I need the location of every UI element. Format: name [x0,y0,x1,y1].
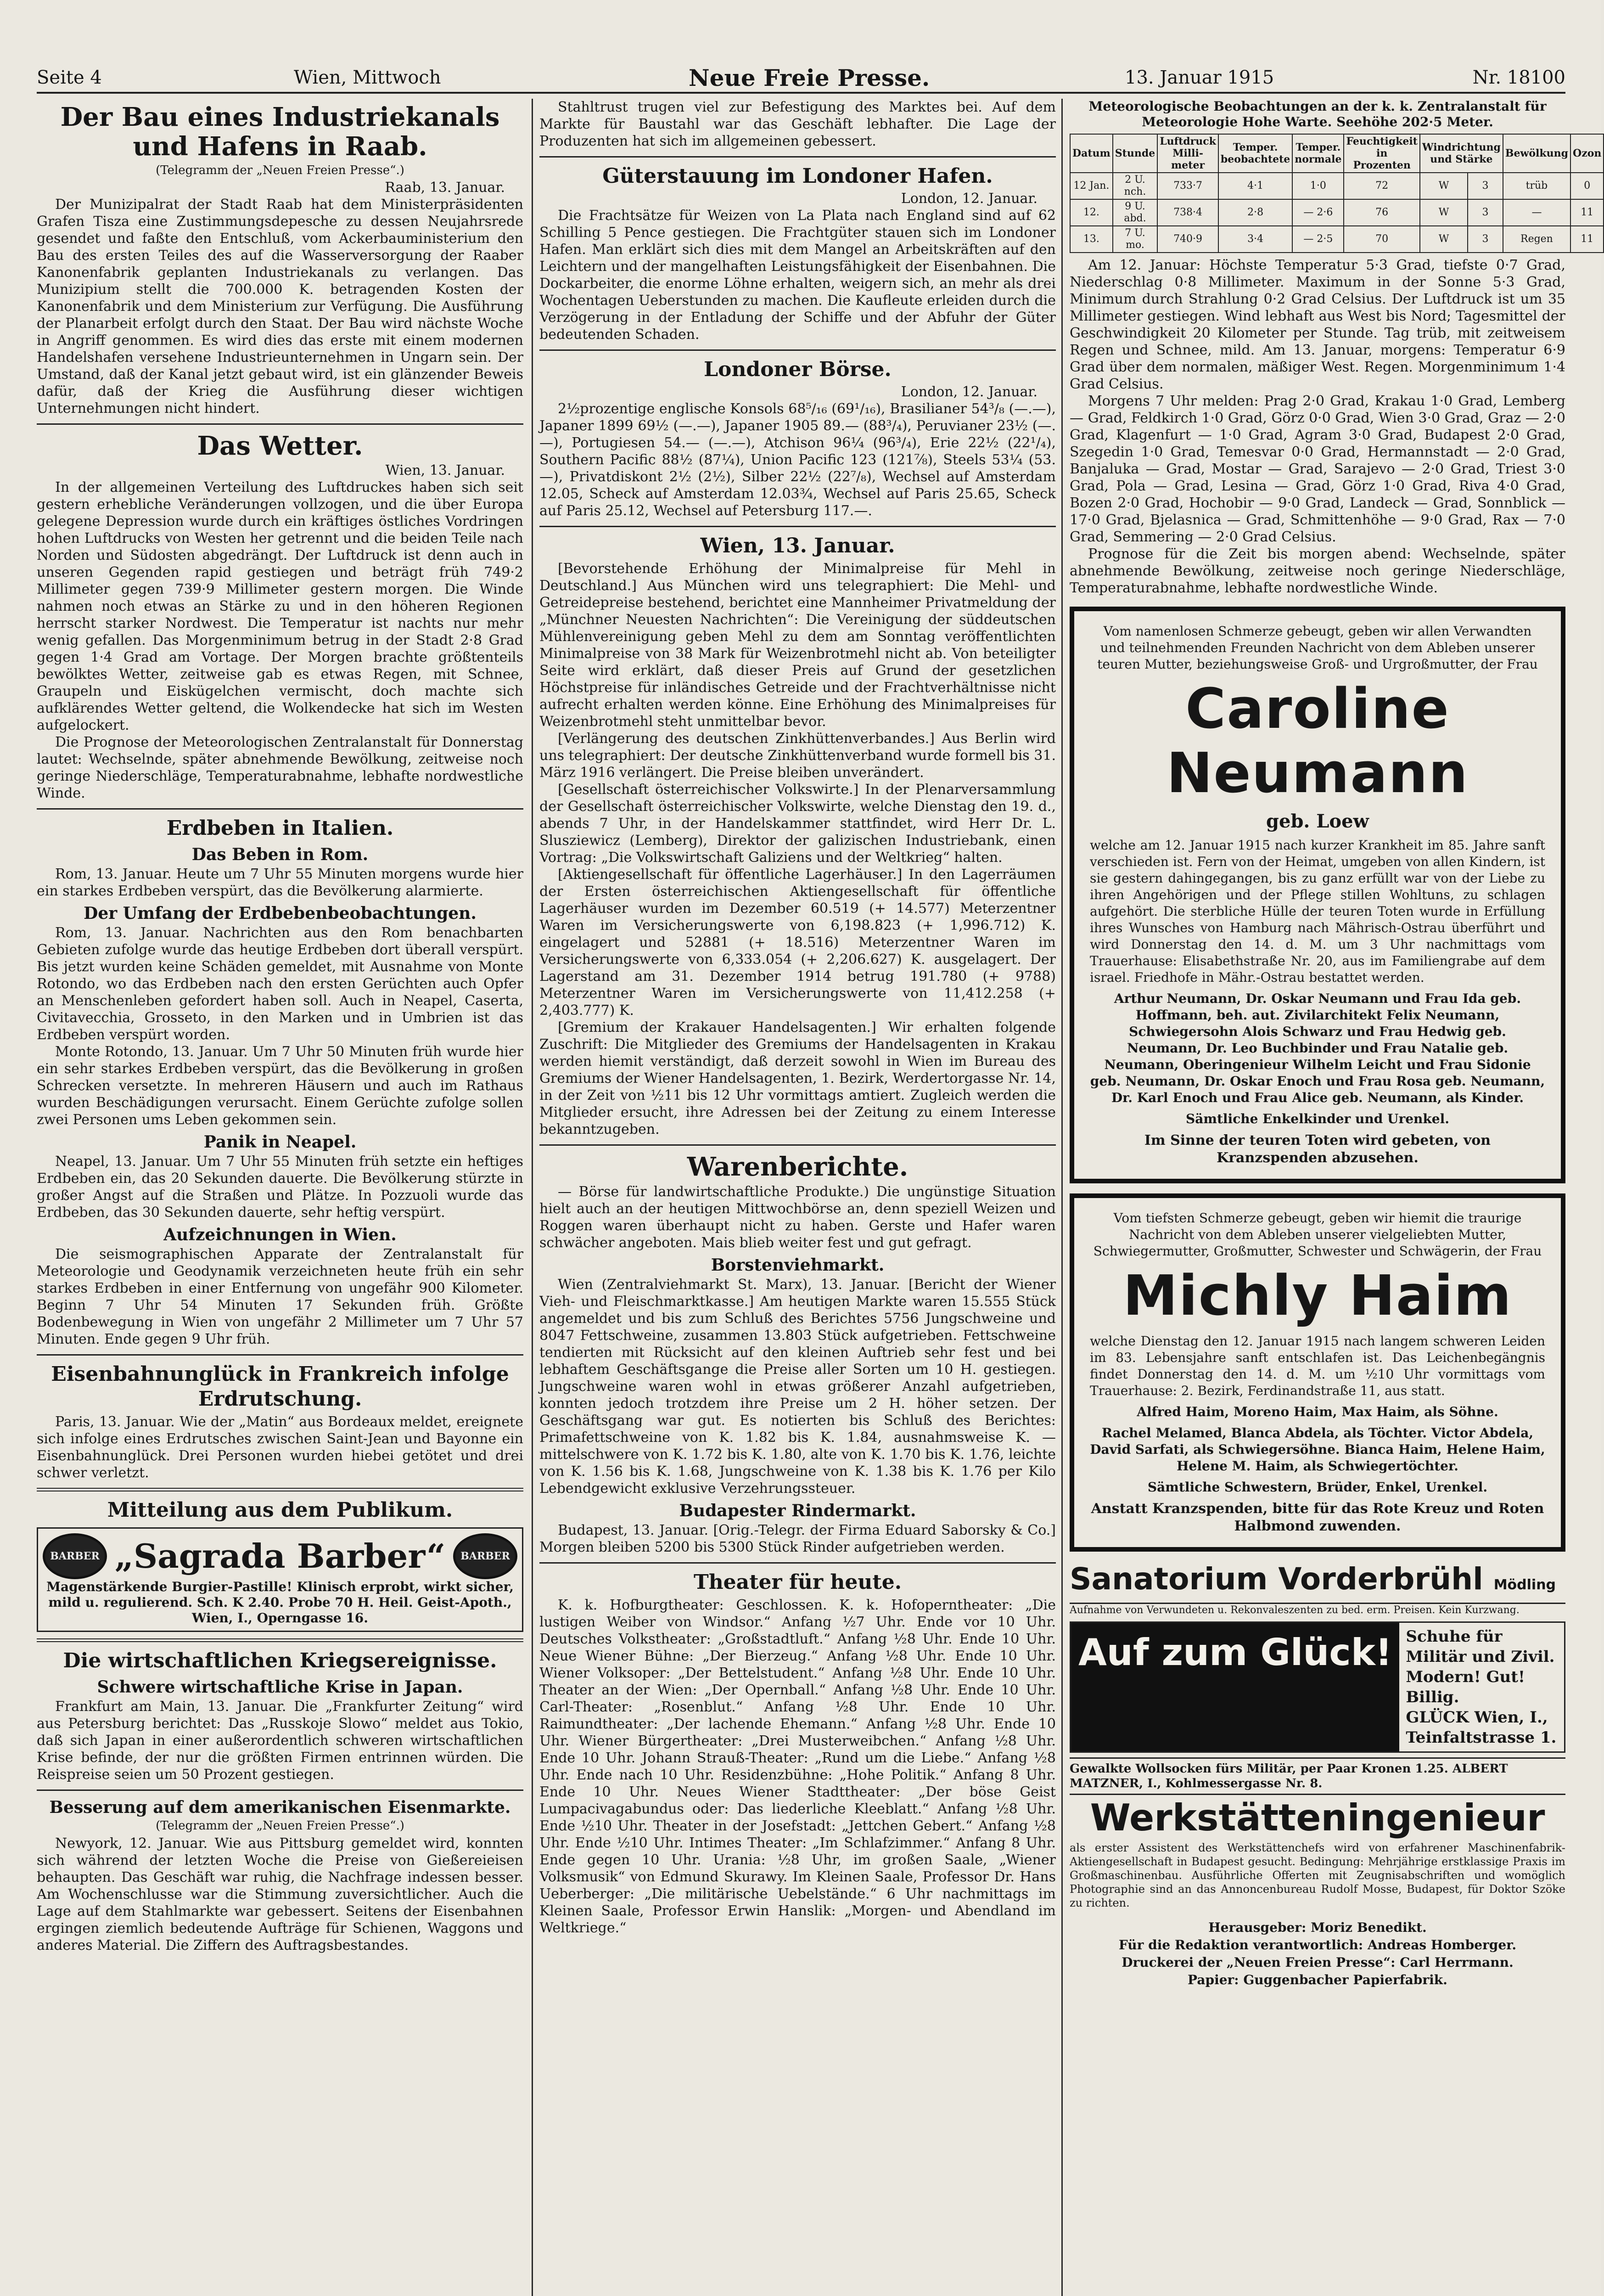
table-cell: 12 Jan. [1070,173,1113,199]
notice-body: welche Dienstag den 12. Januar 1915 nach langem schweren Leiden im 83. Lebensjahre sanft entschlafen ist. Das Leichenbegängnis findet Donnerstag den 14. d. M. um ½10 Uhr vormittags vom Trauerhause: 2. Bezirk, Ferdinandstraße 11, aus statt. [1090,1334,1545,1398]
table-cell: 72 [1344,173,1419,199]
article-text: 2½prozentige englische Konsols 68⁵/₁₆ (69¹/₁₆), Brasilianer 54³/₈ (—.—), Japaner 1899 69½ (—.—), Japaner 1905 89.— (88³/₄), Peruvianer 23½ (—.—), Portugiesen 54.— (—.—), Atchison 96¼ (96³/₄), Erie 22½ (22¹/₄), Southern Pacific 88½ (87¼), Union Pacific 123 (121⅞), Steels 53¼ (53.—), Privatdiskont 2½ (2½), Silber 22½ (22⁷/₈), Wechsel auf Amsterdam 12.05, Scheck auf Amsterdam 12.03¾, Wechsel auf Paris 25.65, Scheck auf Paris 25.12, Wechsel auf Petersburg 117.—. [539,401,1056,519]
column-3 [1070,99,1602,2296]
article-title: Erdbeben in Italien. [166,816,394,840]
article-title: Schwere wirtschaftliche Krise in Japan. [97,1677,463,1697]
ad-text: Schuhe für Militär und Zivil. [1406,1627,1555,1666]
ad-headline: Auf zum Glück! [1071,1623,1399,1751]
ad-glueck-shoes [1070,1621,1565,1753]
article-title: Warenberichte. [687,1152,909,1182]
dateline: London, 12. Januar. [901,191,1038,207]
table-cell: W [1420,199,1468,226]
table-cell: — 2·5 [1292,226,1344,253]
article-text: In der allgemeinen Verteilung des Luftdruckes haben sich seit gestern erhebliche Veränderungen vollzogen, und die über Europa gelegene Depression wurde durch ein kräftiges östliches Vordringen hohen Luftdrucks von Westen her getrennt und die beiden Teile nach Norden und Südosten abgedrängt. Der Luftdruck ist denn auch in unseren Gegenden rapid gestiegen und beträgt früh 749·2 Millimeter gegen 739·9 Millimeter gestern morgen. Die Winde nahmen noch etwas an Stärke zu und in den höheren Regionen herrscht starker Nordwest. Die Temperatur ist nachts nur mehr wenig gefallen. Das Morgenminimum betrug in der Stadt 2·8 Grad gegen 1·4 Grad am Vortage. Der Morgen brachte größtenteils bewölktes Wetter, zeitweise gab es etwas Regen, mit Schnee, Graupeln und Eiskügelchen vermischt, doch machte sich aufklärendes Wetter geltend, die Wolkendecke hat sich im Westen aufgelockert. [37,479,523,733]
column-rule [1061,99,1063,2296]
table-header: Feuchtigkeit in Prozenten [1344,134,1419,173]
article-text: Wien (Zentralviehmarkt St. Marx), 13. Januar. [Bericht der Wiener Vieh- und Fleischmarktkasse.] Am heutigen Markte waren 15.555 Stück angemeldet und bis zum Schluß des Berichtes 5756 Jungschweine und 8047 Fettschweine, zusammen 13.803 Stück aufgetrieben. Fettschweine tendierten mit Rücksicht auf den kleinen Auftrieb sehr fest und bei lebhaftem Geschäftsgange die Preise aller Sorten um 10 H. gestiegen. Jungschweine waren wohl in etwas größerer Anzahl aufgetrieben, konnten jedoch trotzdem ihre Preise um 2 H. höher setzen. Der Geschäftsgang war gut. Es notierten bis Schluß des Berichtes: Primafettschweine von K. 1.82 bis K. 1.84, ausnahmsweise K. — mittelschwere von K. 1.72 bis K. 1.80, alte von K. 1.70 bis K. 1.76, leichte von K. 1.56 bis K. 1.68, Jungschweine von K. 1.38 bis K. 1.76 per Kilo Lebendgewicht exklusive Verzehrungssteuer. [539,1277,1056,1497]
maiden-name: geb. Loew [1266,810,1369,832]
article-text: Die Prognose der Meteorologischen Zentralanstalt für Donnerstag lautet: Wechselnde, später abnehmende Bewölkung, zeitweise noch geringe Niederschläge, Temperaturabnahme, lebhafte nordwestliche Winde. [37,734,523,801]
ad-sagrada-barber [37,1527,523,1632]
article-text: [Gesellschaft österreichischer Volkswirte.] In der Plenarversammlung der Gesellschaft österreichischer Volkswirte, welche Dienstag den 19. d., abends 7 Uhr, in der Handelskammer stattfindet, wird Herr Dr. L. Slusziewicz (Lemberg), Direktor der galizischen Industriebank, einen Vortrag: „Die Volkswirtschaft Galiziens und der Weltkrieg“ halten. [539,782,1056,866]
table-cell: 2 U. nch. [1113,173,1157,199]
column-2 [539,99,1056,2296]
weather-prognose: Prognose für die Zeit bis morgen abend: Wechselnde, später abnehmende Bewölkung, zeitweise noch geringe Niederschläge, Temperaturabnahme, lebhafte nordwestliche Winde. [1070,546,1565,596]
article-text: Frankfurt am Main, 13. Januar. Die „Frankfurter Zeitung“ wird aus Petersburg berichtet: Das „Russkoje Slowo“ meldet aus Tokio, daß sich Japan in einer außerordentlich schweren wirtschaftlichen Krise befinde, der nur die größten Firmen entrinnen würden. Die Reispreise seien um 50 Prozent gestiegen. [37,1699,523,1783]
imprint-line: Druckerei der „Neuen Freien Presse“: Carl Herrmann. [1122,1955,1514,1970]
divider [539,1144,1056,1146]
weather-cities: Morgens 7 Uhr melden: Prag 2·0 Grad, Krakau 1·0 Grad, Lemberg — Grad, Feldkirch 1·0 Grad, Görz 0·0 Grad, Wien 3·0 Grad, Graz — 2·0 Grad, Klagenfurt — 1·0 Grad, Agram 3·0 Grad, Budapest 2·0 Grad, Szegedin 1·0 Grad, Temesvar 0·0 Grad, Hermannstadt — 2·0 Grad, Banjaluka — Grad, Mostar — Grad, Sarajevo — 2·0 Grad, Triest 3·0 Grad, Pola — Grad, Lesina — Grad, Görz 1·0 Grad, Riva 4·0 Grad, Bozen 2·0 Grad, Hochobir — 9·0 Grad, Landeck — Grad, Sonnblick — 17·0 Grad, Bjelasnica — Grad, Schmittenhöhe — 9·0 Grad, Rax — 7·0 Grad, Semmering — 2·0 Grad Celsius. [1070,393,1565,545]
article-text: Stahltrust trugen viel zur Befestigung des Marktes bei. Auf dem Markte für Baustahl war das Geschäft lebhafter. Die Lage der Produzenten hat sich im allgemeinen gebessert. [539,99,1056,149]
imprint [1070,1919,1565,1989]
article-title: Der Bau eines Industriekanals und Hafens in Raab. [60,102,500,162]
weather-table [1070,134,1604,253]
table-cell: 11 [1570,199,1604,226]
table-cell: 740·9 [1157,226,1218,253]
divider [37,1488,523,1491]
table-cell: 3 [1468,173,1503,199]
article-title: Güterstauung im Londoner Hafen. [602,164,993,188]
table-cell: 3 [1468,226,1503,253]
divider [539,349,1056,351]
table-cell: — [1503,199,1570,226]
article-text: — Börse für landwirtschaftliche Produkte.) Die ungünstige Situation hielt auch an der heutigen Mittwochbörse an, denn speziell Weizen und Roggen waren überhaupt nicht zu haben. Gerste und Hafer waren schwächer angeboten. Mais blieb weiter fest und gut gefragt. [539,1184,1056,1251]
deceased-name: Michly Haim [1123,1264,1512,1328]
divider [539,1562,1056,1564]
section-heading: Mitteilung aus dem Publikum. [107,1498,453,1522]
ad-text: GLÜCK Wien, I., Teinfaltstrasse 1. [1406,1708,1557,1747]
table-cell: 11 [1570,226,1604,253]
mourners-daughters: Rachel Melamed, Blanca Abdela, als Töchter. Victor Abdela, David Sarfati, als Schwiegersöhne. Bianca Haim, Helene Haim, Helene M. Haim, als Schwiegertöchter. [1090,1425,1545,1474]
section-heading: Die wirtschaftlichen Kriegsereignisse. [63,1649,497,1672]
article-text: Die Frachtsätze für Weizen von La Plata nach England sind auf 62 Schilling 5 Pence gestiegen. Die Frachtgüter stauen sich im Londoner Hafen. Man erklärt sich dies mit dem Mangel an Arbeitskräften auf den Leichtern und der mangelhaften Leistungsfähigkeit der Eisenbahnen. Die Dockarbeiter, die enorme Löhne erhalten, weigern sich, an mehr als drei Wochentagen Ueberstunden zu machen. Die Kaufleute erleiden durch die Verzögerung in der Entladung der Schiffe und der Abfuhr der Güter bedeutenden Schaden. [539,208,1056,343]
table-cell: 2·8 [1218,199,1292,226]
table-cell: 7 U. mo. [1113,226,1157,253]
divider [37,1790,523,1791]
header-city: Wien, Mittwoch [294,67,441,88]
article-text: Monte Rotondo, 13. Januar. Um 7 Uhr 50 Minuten früh wurde hier ein sehr starkes Erdbeben verspürt, das die Bevölkerung in großen Schrecken versetzte. In mehreren Häusern und auch im Rathaus wurden Beschädigungen verursacht. Einem Gerüchte zufolge sollen zwei Personen ums Leben gekommen sein. [37,1044,523,1128]
notice-closing: Im Sinne der teuren Toten wird gebeten, von Kranzspenden abzusehen. [1144,1132,1491,1166]
column-rule [532,99,533,2296]
death-notice [1070,607,1565,1183]
table-cell: 4·1 [1218,173,1292,199]
article-text: [Verlängerung des deutschen Zinkhüttenverbandes.] Aus Berlin wird uns telegraphiert: Der deutsche Zinkhüttenverband wurde formell bis 31. März 1916 verlängert. Die Preise bleiben unverändert. [539,731,1056,781]
barber-seal-icon: BARBER [453,1533,517,1579]
article-title: Das Wetter. [197,431,363,461]
table-cell: trüb [1503,173,1570,199]
table-cell: 12. [1070,199,1113,226]
section-heading: Panik in Neapel. [203,1132,357,1152]
table-header: Temper. beobachtete [1218,134,1292,173]
table-header: Stunde [1113,134,1157,173]
page-number: Seite 4 [37,67,102,88]
family-line: Sämtliche Enkelkinder und Urenkel. [1186,1111,1449,1126]
table-cell: Regen [1503,226,1570,253]
article-subtitle: (Telegramm der „Neuen Freien Presse“.) [156,163,404,177]
issue-number: Nr. 18100 [1472,67,1565,88]
table-cell: W [1420,173,1468,199]
table-header: Ozon [1570,134,1604,173]
divider [539,156,1056,158]
article-text: Der Munizipalrat der Stadt Raab hat dem Ministerpräsidenten Grafen Tisza eine Zustimmungsdepesche zu dessen Neujahrsrede gesendet und faßte den Entschluß, vom Ackerbauministerium den Bau des ersten Teiles des auf die Wasserversorgung der Raaber Kanonenfabrik geplanten Industriekanals zu verlangen. Das Munizipium stellt die 700.000 K. betragenden Kosten der Kanonenfabrik und dem Ministerium zur Verfügung. Die Ausführung der Planarbeit erfolgt durch den Staat. Der Bau wird nächste Woche in Angriff genommen. Es wird dies das erste mit einem modernen Handelshafen versehene Industrieunternehmen in Ungarn sein. Der Umstand, daß der Kanal jetzt gebaut wird, ist ein glänzender Beweis dafür, daß der Krieg die Ausführung dieser wichtigen Unternehmungen nicht hindert. [37,197,523,416]
table-cell: 0 [1570,173,1604,199]
column-1 [37,99,523,2296]
ad-text: Aufnahme von Verwundeten u. Rekonvaleszenten zu bed. erm. Preisen. Kein Kurzwang. [1070,1604,1520,1616]
death-notice [1070,1193,1565,1552]
table-cell: 13. [1070,226,1113,253]
notice-intro: Vom tiefsten Schmerze gebeugt, geben wir hiemit die traurige Nachricht von dem Ableben unserer vielgeliebten Mutter, Schwiegermutter, Großmutter, Schwester und Schwägerin, der Frau [1093,1210,1542,1259]
deceased-name: Caroline Neumann [1166,677,1469,805]
article-text: Die seismographischen Apparate der Zentralanstalt für Meteorologie und Geodynamik verzeichneten heute früh ein sehr starkes Erdbeben in einer Entfernung von ungefähr 900 Kilometer. Beginn 7 Uhr 54 Minuten 17 Sekunden früh. Größte Bodenbewegung in Wien von ungefähr 2 Millimeter um 7 Uhr 57 Minuten. Ende gegen 9 Uhr früh. [37,1246,523,1347]
article-text: Rom, 13. Januar. Nachrichten aus den Rom benachbarten Gebieten zufolge wurde das heutige Erdbeben dort überall verspürt. Bis jetzt wurden keine Schäden gemeldet, mit Ausnahme von Monte Rotondo, wo das Erdbeben nach den ersten Gerüchten auch Opfer an Menschenleben gefordert haben soll. Auch in Neapel, Caserta, Civitavecchia, Grosseto, in den Marken und in Umbrien ist das Erdbeben verspürt worden. [37,925,523,1043]
table-row [1070,226,1604,253]
table-cell: W [1420,226,1468,253]
notice-body: welche am 12. Januar 1915 nach kurzer Krankheit im 85. Jahre sanft verschieden ist. Fern von der Heimat, umgeben von allen Kindern, ist sie gestern dahingegangen, bis zu ganz erfüllt war von der Liebe zu ihren Angehörigen und der Pflege stillen Wohltuns, zu schlagen aufgehört. Die sterbliche Hülle der teuren Toten wurde in Erfüllung ihres Wunsches von Hamburg nach Mährisch-Ostrau überführt und wird Donnerstag den 14. d. M. um 3 Uhr nachmittags vom Trauerhause: Elisabethstraße Nr. 20, aus im Familiengrabe auf dem israel. Friedhofe in Mähr.-Ostrau bestattet werden. [1090,838,1545,985]
ad-sanatorium [1070,1562,1565,1617]
weather-report: Am 12. Januar: Höchste Temperatur 5·3 Grad, tiefste 0·7 Grad, Niederschlag 0·8 Millimeter. Maximum in der Sonne 5·3 Grad, Minimum durch Strahlung 0·2 Grad Celsius. Der Luftdruck ist um 35 Millimeter gestiegen. Wind lebhaft aus West bis Nord; Tagesmittel der Geschwindigkeit 20 Kilometer per Stunde. Tag trüb, mit zeitweisem Regen und Schnee, mild. Am 13. Januar, morgens: Temperatur 6·9 Grad über dem normalen, mäßiger West. Regen. Morgenminimum 1·4 Grad Celsius. [1070,257,1565,392]
section-heading: Das Beben in Rom. [191,845,369,864]
ad-text: als erster Assistent des Werkstättenchefs wird von erfahrener Maschinenfabrik-Aktiengesellschaft in Budapest gesucht. Bedingung: Mehrjährige erstklassige Praxis im Großmaschinenbau. Ausführliche Offerten mit Zeugnisabschriften und womöglich Photographie sind an das Annoncenbureau Rudolf Mosse, Budapest, für Doktor Szöke zu richten. [1070,1841,1565,1909]
table-cell: — 2·6 [1292,199,1344,226]
ad-wollsocken: Gewalkte Wollsocken fürs Militär, per Paar Kronen 1.25. ALBERT MATZNER, I., Kohlmessergasse Nr. 8. [1070,1757,1565,1795]
article-text: Paris, 13. Januar. Wie der „Matin“ aus Bordeaux meldet, ereignete sich infolge eines Erdrutsches zwischen Saint-Jean und Bayonne ein Eisenbahnunglück. Drei Personen wurden hiebei getötet und drei schwer verletzt. [37,1414,523,1481]
divider [37,423,523,425]
dateline: Wien, 13. Januar. [385,462,505,478]
article-title: Eisenbahnunglück in Frankreich infolge Erdrutschung. [51,1362,509,1411]
imprint-line: Für die Redaktion verantwortlich: Andreas Homberger. [1118,1937,1517,1953]
table-row [1070,173,1604,199]
article-subtitle: (Telegramm der „Neuen Freien Presse“.) [156,1819,404,1833]
table-cell: 733·7 [1157,173,1218,199]
ad-headline: Sanatorium Vorderbrühl [1070,1561,1483,1597]
table-cell: 70 [1344,226,1419,253]
ad-text: Magenstärkende Burgier-Pastille! Klinisch erprobt, wirkt sicher, mild u. regulierend. Sch. K 2.40. Probe 70 H. Heil. Geist-Apoth., Wien, I., Operngasse 16. [46,1579,514,1626]
imprint-line: Herausgeber: Moriz Benedikt. [1208,1920,1427,1935]
article-title: Wien, 13. Januar. [700,534,895,557]
divider [37,808,523,810]
table-cell: 3 [1468,199,1503,226]
article-title: Theater für heute. [693,1570,902,1594]
mourners-list: Arthur Neumann, Dr. Oskar Neumann und Frau Ida geb. Hoffmann, beh. aut. Zivilarchitekt Felix Neumann, Schwiegersohn Alois Schwarz und Frau Hedwig geb. Neumann, Dr. Leo Buchbinder und Frau Natalie geb. Neumann, Oberingenieur Wilhelm Leicht und Frau Sidonie geb. Neumann, Dr. Oskar Enoch und Frau Rosa geb. Neumann, Dr. Karl Enoch und Frau Alice geb. Neumann, als Kinder. [1090,991,1545,1105]
weather-table-title: Meteorologische Beobachtungen an der k. k. Zentralanstalt für Meteorologie Hohe Warte. Seehöhe 202·5 Meter. [1088,99,1547,129]
ad-headline: „Sagrada Barber“ [114,1536,446,1576]
table-row [1070,199,1604,226]
imprint-line: Papier: Guggenbacher Papierfabrik. [1188,1972,1447,1987]
article-text: Budapest, 13. Januar. [Orig.-Telegr. der Firma Eduard Saborsky & Co.] Morgen bleiben 5200 bis 5300 Stück Rinder aufgetrieben werden. [539,1522,1056,1555]
dateline: Raab, 13. Januar. [385,180,505,196]
table-cell: 76 [1344,199,1419,226]
table-header: Temper. normale [1292,134,1344,173]
article-title: Besserung auf dem amerikanischen Eisenmarkte. [49,1798,511,1817]
article-text: [Bevorstehende Erhöhung der Minimalpreise für Mehl in Deutschland.] Aus München wird uns telegraphiert: Die Mehl- und Getreidepreise bestehend, berichtet eine Mannheimer Privatmeldung der „Münchner Neuesten Nachrichten“: Die Vereinigung der süddeutschen Mühlenvereinigung geben Mehl zu dem am Sonntag veröffentlichten Minimalpreise von 38 Mark für Weizenbrotmehl nicht ab. Von beteiligter Seite wird erklärt, daß dieser Preis auf Grund der gesetzlichen Höchstpreise für inländisches Getreide und der Frachtverhältnisse nicht aufrecht erhalten werden könne. Eine Erhöhung des Minimalpreises für Weizenbrotmehl steht unmittelbar bevor. [539,561,1056,730]
table-cell: 1·0 [1292,173,1344,199]
header-date: 13. Januar 1915 [1125,67,1274,88]
article-text: [Aktiengesellschaft für öffentliche Lagerhäuser.] In den Lagerräumen der Ersten österreichischen Aktiengesellschaft für öffentliche Lagerhäuser wurden im Dezember 60.519 (+ 14.577) Meterzentner Waren im Versicherungswerte von 6,198.823 (+ 1,996.712) K. eingelagert und 52881 (+ 18.516) Meterzentner Waren im Versicherungswerte von 6,333.054 (+ 2,206.627) K. ausgelagert. Der Lagerstand am 31. Dezember 1914 betrug 191.780 (+ 9788) Meterzentner Waren im Versicherungswerte von 11,412.258 (+ 2,403.777) K. [539,867,1056,1019]
section-heading: Aufzeichnungen in Wien. [163,1225,397,1244]
newspaper-title: Neue Freie Presse. [689,64,930,91]
table-cell: 3·4 [1218,226,1292,253]
article-text: Neapel, 13. Januar. Um 7 Uhr 55 Minuten früh setzte ein heftiges Erdbeben ein, das 20 Sekunden dauerte. Die Bevölkerung stürzte in großer Angst auf die Straßen und Plätze. In Pozzuoli wurde das Erdbeben, das 30 Sekunden dauerte, sehr heftig verspürt. [37,1154,523,1221]
dateline: London, 12. Januar. [901,384,1038,400]
table-header: Bewölkung [1503,134,1570,173]
barber-seal-icon: BARBER [43,1533,107,1579]
article-text: [Gremium der Krakauer Handelsagenten.] Wir erhalten folgende Zuschrift: Die Mitglieder des Gremiums der Handelsagenten in Krakau werden hiemit verständigt, daß derzeit sowohl in Wien im Bureau des Gremiums der Wiener Handelsagenten, 1. Bezirk, Werdertorgasse Nr. 14, in der Zeit von ½11 bis 12 Uhr vormittags amtiert. Zugleich werden die Mitglieder ersucht, ihre Adressen bei der Zeitung zu einem Interesse bekanntzugeben. [539,1019,1056,1137]
section-heading: Der Umfang der Erdbebenbeobachtungen. [84,904,477,923]
notice-intro: Vom namenlosen Schmerze gebeugt, geben wir allen Verwandten und teilnehmenden Freunden Nachricht von dem Ableben unserer teuren Mutter, beziehungsweise Groß- und Urgroßmutter, der Frau [1097,624,1538,672]
ad-text: Modern! Gut! Billig. [1406,1668,1525,1706]
article-text: Newyork, 12. Januar. Wie aus Pittsburg gemeldet wird, konnten sich während der letzten Woche die Preise von Gießereieisen behaupten. Das Geschäft war ruhig, die Nachfrage indessen besser. Am Wochenschlusse war die Stimmung zuversichtlicher. Auch die Lage auf dem Stahlmarkte war gebessert. Seitens der Eisenbahnen ergingen ziemlich bedeutende Aufträge für Schienen, Waggons und anderes Material. Die Ziffern des Auftragsbestandes. [37,1835,523,1953]
section-heading: Budapester Rindermarkt. [679,1501,916,1520]
table-cell: 738·4 [1157,199,1218,226]
article-title: Londoner Börse. [704,358,892,381]
section-heading: Borstenviehmarkt. [711,1255,885,1275]
theater-listing: K. k. Hofburgtheater: Geschlossen. K. k. Hofoperntheater: „Die lustigen Weiber von Windsor.“ Anfang ½7 Uhr. Ende vor 10 Uhr. Deutsches Volkstheater: „Großstadtluft.“ Anfang ½8 Uhr. Ende 10 Uhr. Neue Wiener Bühne: „Der Bierzeug.“ Anfang ½8 Uhr. Ende 10 Uhr. Wiener Volksoper: „Der Bettelstudent.“ Anfang ½8 Uhr. Ende 10 Uhr. Theater an der Wien: „Der Opernball.“ Anfang ½8 Uhr. Ende 10 Uhr. Carl-Theater: „Rosenblut.“ Anfang ½8 Uhr. Ende 10 Uhr. Raimundtheater: „Der lachende Ehemann.“ Anfang ½8 Uhr. Ende 10 Uhr. Wiener Bürgertheater: „Drei Musterweibchen.“ Anfang ½8 Uhr. Ende 10 Uhr. Johann Strauß-Theater: „Rund um die Liebe.“ Anfang ½8 Uhr. Ende nach 10 Uhr. Residenzbühne: „Hohe Politik.“ Anfang 8 Uhr. Ende 10 Uhr. Neues Wiener Stadttheater: „Der böse Geist Lumpacivagabundus oder: Das liederliche Kleeblatt.“ Anfang ½8 Uhr. Ende ½10 Uhr. Theater in der Josefstadt: „Jettchen Gebert.“ Anfang ½8 Uhr. Ende ½10 Uhr. Intimes Theater: „Im Schlafzimmer.“ Anfang 8 Uhr. Ende gegen 10 Uhr. Urania: ½8 Uhr, im großen Saale, „Wiener Volksmusik“ von Edmund Skurawy. Im Kleinen Saale, Professor Dr. Hans Ueberberger: „Die militärische Uebelstände.“ 6 Uhr nachmittags im Kleinen Saale, Professor Erwin Hanslik: „Morgen- und Abendland im Weltkriege.“ [539,1597,1056,1936]
ad-place: Mödling [1493,1577,1556,1593]
mourners-sons: Alfred Haim, Moreno Haim, Max Haim, als Söhne. [1137,1404,1498,1419]
article-text: Rom, 13. Januar. Heute um 7 Uhr 55 Minuten morgens wurde hier ein starkes Erdbeben verspürt, das die Bevölkerung alarmierte. [37,866,523,899]
table-header: Windrichtung und Stärke [1420,134,1503,173]
divider [37,1638,523,1642]
notice-closing: Anstatt Kranzspenden, bitte für das Rote Kreuz und Roten Halbmond zuwenden. [1091,1501,1544,1534]
table-header: Luftdruck Milli-meter [1157,134,1218,173]
page-header [37,64,1565,94]
table-cell: 9 U. abd. [1113,199,1157,226]
table-header: Datum [1070,134,1113,173]
family-line: Sämtliche Schwestern, Brüder, Enkel, Urenkel. [1147,1480,1488,1495]
ad-headline: Werkstätteningenieur [1090,1796,1545,1839]
divider [539,526,1056,527]
divider [37,1354,523,1356]
